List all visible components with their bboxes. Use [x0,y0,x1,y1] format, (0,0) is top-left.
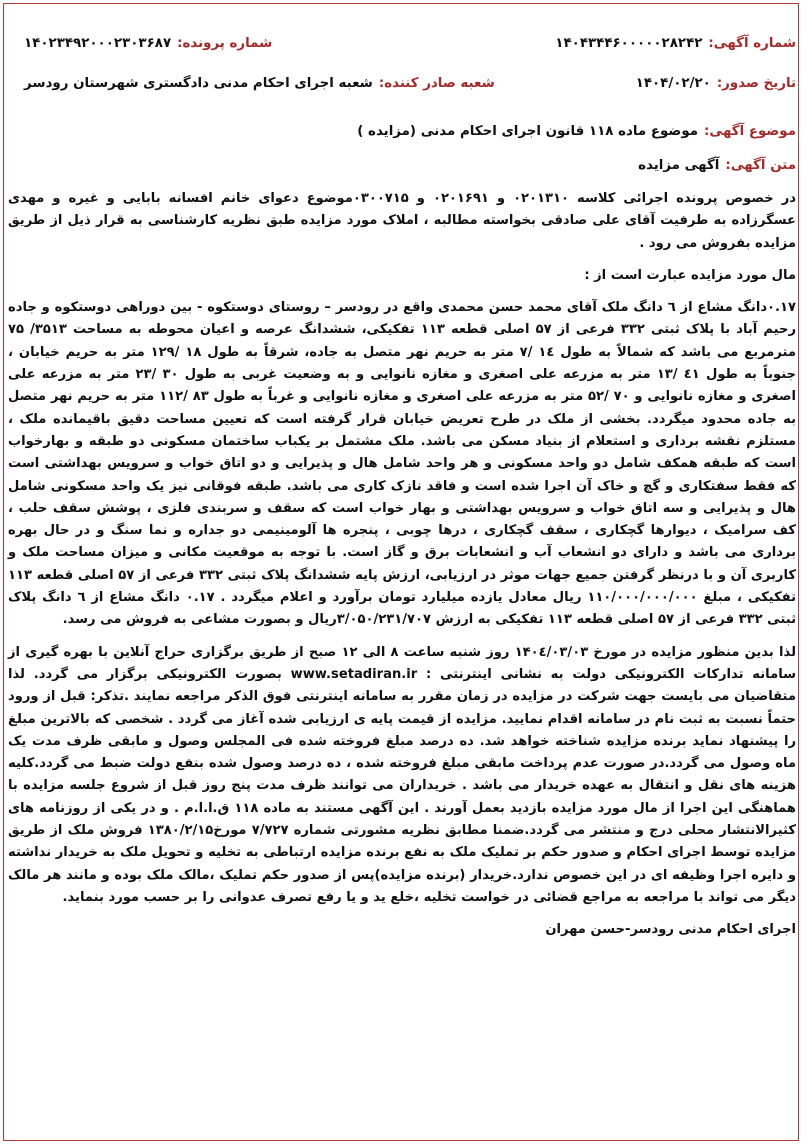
issuer [24,76,495,91]
header-row-1 [10,36,796,51]
issue-date-label: تاریخ صدور: [716,76,796,91]
issue-date [636,76,796,91]
issuer-value: شعبه اجرای احکام مدنی دادگستری شهرستان رودسر [24,76,373,91]
case-number-value: ۱۴۰۲۳۴۹۲۰۰۰۲۳۰۳۶۸۷ [24,36,172,51]
subject-label: موضوع آگهی: [704,124,796,139]
subject-value: موضوع ماده ۱۱۸ قانون اجرای احکام مدنی (مزایده ) [357,124,699,139]
header-row-2 [10,76,796,91]
case-number-label: شماره پرونده: [177,36,273,51]
notice-number-value: ۱۴۰۴۳۴۴۶۰۰۰۰۰۲۸۲۴۲ [555,36,703,51]
notice-number-label: شماره آگهی: [708,36,796,51]
auction-terms: لذا بدین منظور مزایده در مورخ ۱۴۰٤/۰۳/۰۳ روز شنبه ساعت ۸ الی ۱۲ صبح از طریق برگزاری حراج آنلاین با بهره گیری از سامانه تدارکات الکترونیکی دولت به نشانی اینترنتی : www.setadiran.ir بصورت الکترونیکی برگزار می گردد. لذا متقاضیان می بایست جهت شرکت در مزایده در زمان مقرر به سامانه اینترنتی فوق الذکر مراجعه نمایند .تذکر: قبل از ورود حتماً نسبت به ثبت نام در سامانه اقدام نمایید. مزایده از قیمت پایه ی ارزیابی شده آغاز می گردد . شخصی که بالاترین مبلغ را پیشنهاد نماید برنده مزایده شناخته خواهد شد. ده درصد مبلغ فروخته شده فی المجلس وصول و مابقی ظرف مدت یک ماه وصول می گردد.در صورت عدم پرداخت مابقی مبلغ فروخته شده ، ده درصد وصول شده بنفع دولت ضبط می گردد.کلیه هزینه های نقل و انتقال به عهده خریدار می باشد . خریداران می توانند ظرف مدت پنج روز قبل از شروع جلسه مزایده با هماهنگی این اجرا از مال مورد مزایده بازدید بعمل آورند . این آگهی مستند به ماده ۱۱۸ ق.ا.ا.م . و در یکی از روزنامه های کثیرالانتشار محلی درج و منتشر می گردد.ضمنا مطابق نظریه مشورتی شماره ۷/۷۲۷ مورخ۱۳۸۰/۲/۱۵ فروش ملک از طریق مزایده توسط اجرای احکام و صدور حکم بر تملیک ملک به نفع برنده مزایده ارتباطی به تخلیه و تحویل ملک به خریدار نداشته و دایره اجرا وظیفه ای در این خصوص ندارد.خریدار (برنده مزایده)پس از صدور حکم تملیک ،مالک ملک بوده و مانند هر مالک دیگر می تواند با مراجعه به مراجع قضائی در خواست تخلیه ،خلع ید و یا رفع تصرف عدوانی را بر حسب مورد بنماید. [8,644,797,905]
case-number [24,36,272,51]
property-heading: مال مورد مزایده عبارت است از : [584,267,796,283]
notice-number [555,36,796,51]
issue-date-value: ۱۴۰۴/۰۲/۲۰ [635,76,711,91]
signature: اجرای احکام مدنی رودسر-حسن مهران [545,922,796,938]
property-description: ۰.۱۷دانگ مشاع از ٦ دانگ ملک آقای محمد حسن محمدی واقع در رودسر – روستای دوستکوه - بین دوراهی دوستکوه و جاده رحیم آباد با پلاک ثبتی ۳۳۲ فرعی از ۵۷ اصلی قطعه ۱۱۳ تفکیکی، ششدانگ عرصه و اعیان محوطه به مساحت ۳۵۱۳/ ۷۵ مترمربع می باشد که شمالاً به طول ۱٤ /۷ متر به حریم نهر متصل به جاده، شرقاً به طول ۱۸ /۱۲۹ متر به حریم خیابان ، جنوباً به طول ٤۱ /۱۳ متر به مزرعه علی اصغری و مغازه نانوایی و به وضعیت غربی به طول ۳۰ /۲۳ متر به مزرعه علی اصغری و مغازه نانوایی و ۷۰ /۵۲ متر به مزرعه علی اصغری و مغازه نانوایی و غرباً به طول ۸۳ /۱۱۲ متر به حریم نهر متصل به جاده محدود میگردد. بخشی از ملک در طرح تعریض خیابان قرار گرفته است که تعیین مساحت دقیق باقیمانده ملک ، مستلزم نقشه برداری و استعلام از بنیاد مسکن می باشد. ملک مشتمل بر یکباب ساختمان مسکونی دو طبقه و بهارخواب است که طبقه همکف شامل دو واحد مسکونی و هر واحد شامل هال و پذیرایی و دو اتاق خواب و سرویس بهداشتی است که فقط سفتکاری و گچ و خاک آن اجرا شده است و فاقد نازک کاری می باشد. طبقه فوقانی نیز یک واحد مسکونی شامل هال و پذیرایی و سه اتاق خواب و سرویس بهداشتی و بهار خواب است که سقف و سربندی فلزی ، پوشش سقف حلب ، کف سرامیک ، دیوارها گچکاری ، سقف گچکاری ، درها چوبی ، پنجره ها آلومینیمی دو جداره و نما سنگ و در حال بهره برداری می باشد و دارای دو انشعاب آب و انشعابات برق و گاز است. با توجه به موقعیت مکانی و میزان مساحت ملک و کاربری آن و با درنظر گرفتن جمیع جهات موثر در ارزیابی، ارزش پایه ششدانگ پلاک ثبتی ۳۳۲ فرعی از ۵۷ اصلی قطعه ۱۱۳ تفکیکی ، مبلغ ۱۱۰/۰۰۰/۰۰۰/۰۰۰ ریال معادل یازده میلیارد تومان برآورد و اعلام میگردد . ۰.۱۷ دانگ مشاع از ٦ دانگ پلاک ثبتی ۳۳۲ فرعی از ۵۷ اصلی قطعه ۱۱۳ تفکیکی به ارزش ۳/۰۵۰/۲۳۱/۷۰۷ریال و بصورت مشاعی به فروش می رسد. [8,300,797,628]
notice-subject [357,124,796,139]
intro-paragraph: در خصوص پرونده اجرائی کلاسه ۰۲۰۱۳۱۰ و ۰۲۰۱۶۹۱ و ۰۳۰۰۷۱۵موضوع دعوای خانم افسانه بابایی و غیره و مهدی عسگرزاده به طرفیت آقای علی صادقی بخواسته مطالبه ، املاک مورد مزایده طبق نظریه کارشناسی به قرار ذیل از طریق مزایده بفروش می رود . [8,191,796,251]
text-title: آگهی مزایده [638,158,720,173]
notice-text-header [638,158,796,173]
issuer-label: شعبه صادر کننده: [378,76,495,91]
text-label: متن آگهی: [725,158,796,173]
notice-body [8,188,796,942]
